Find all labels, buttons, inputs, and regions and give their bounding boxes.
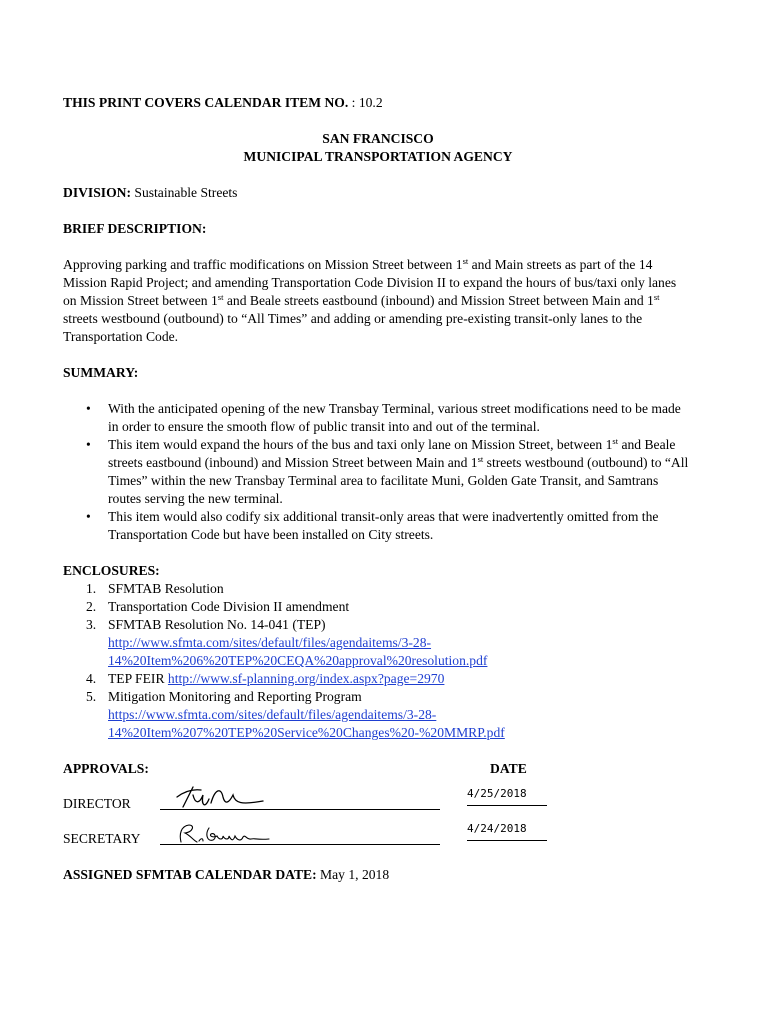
- enclosures-heading: [63, 562, 693, 580]
- secretary-date: 4/24/2018: [467, 822, 527, 835]
- calendar-item-line: [63, 94, 693, 112]
- summary-item-text: streets westbound (outbound) to “All Times” within the new Transbay Terminal area to facilitate Muni, Golden Gate Transit, and Samtrans routes serving the new terminal.: [108, 455, 689, 506]
- enclosures-heading-text: ENCLOSURES:: [63, 563, 160, 578]
- enclosure-link-tep-feir[interactable]: http://www.sf-planning.org/index.aspx?page=2970: [167, 671, 445, 686]
- calendar-date-label: ASSIGNED SFMTAB CALENDAR DATE:: [63, 867, 317, 882]
- bullet-icon: •: [86, 401, 91, 416]
- brief-text-part: streets westbound (outbound) to “All Times” and adding or amending pre-existing transit-only lanes to the Transportation Code.: [63, 311, 643, 344]
- summary-list: [63, 400, 693, 544]
- agency-name-title: MUNICIPAL TRANSPORTATION AGENCY: [243, 149, 513, 164]
- calendar-item-number: : 10.2: [348, 95, 383, 110]
- calendar-item-label: THIS PRINT COVERS CALENDAR ITEM NO.: [63, 95, 349, 110]
- enclosure-item: [63, 580, 693, 598]
- summary-item-text: and Beale streets eastbound (inbound) and Mission Street between Main and 1: [108, 437, 676, 470]
- summary-item: [63, 400, 693, 436]
- enclosure-number: 3.: [86, 617, 97, 632]
- division-value: Sustainable Streets: [130, 185, 238, 200]
- ordinal-suffix: st: [612, 436, 619, 446]
- bullet-icon: •: [86, 437, 91, 452]
- enclosure-item: [63, 688, 693, 742]
- director-signature-image: [171, 783, 266, 813]
- agency-name-line2: [63, 148, 693, 166]
- agency-name-line1: [63, 130, 693, 148]
- division-line: [63, 184, 693, 202]
- link-text-part: https://www.sfmta.com/sites/default/files/agendaitems/3-28-: [108, 707, 437, 722]
- brief-text-part: and Main streets as part of the 14 Mission Rapid Project; and amending Transportation Code Division II to expand the hours of bus/taxi only lanes on Mission Street between 1: [63, 257, 677, 308]
- summary-heading-text: SUMMARY:: [63, 365, 139, 380]
- enclosures-list: [63, 580, 693, 742]
- ordinal-suffix: st: [217, 292, 224, 302]
- link-text-part: http://www.sfmta.com/sites/default/files/agendaitems/3-28-: [108, 635, 432, 650]
- brief-description-heading: [63, 220, 693, 238]
- ordinal-suffix: st: [653, 292, 660, 302]
- link-text-part: 14%20Item%206%20TEP%20CEQA%20approval%20resolution.pdf: [108, 653, 488, 668]
- secretary-signature-row: [63, 822, 693, 850]
- brief-text-part: and Beale streets eastbound (inbound) and Mission Street between Main and 1: [223, 293, 654, 308]
- approvals-header: [63, 760, 693, 778]
- brief-description-body: [63, 256, 693, 346]
- director-date-line: [467, 805, 547, 806]
- enclosure-number: 5.: [86, 689, 97, 704]
- enclosure-text: TEP FEIR: [108, 671, 168, 686]
- secretary-date-line: [467, 840, 547, 841]
- director-label: DIRECTOR: [63, 796, 131, 811]
- enclosure-number: 4.: [86, 671, 97, 686]
- bullet-icon: •: [86, 509, 91, 524]
- enclosure-item: [63, 670, 693, 688]
- director-signature-row: [63, 787, 693, 815]
- enclosure-link-mmrp[interactable]: [108, 707, 505, 740]
- enclosure-number: 1.: [86, 581, 97, 596]
- enclosure-text: SFMTAB Resolution: [108, 581, 224, 596]
- secretary-signature-image: [171, 820, 271, 846]
- date-heading: DATE: [490, 761, 527, 776]
- director-date: 4/25/2018: [467, 787, 527, 800]
- enclosure-item: [63, 616, 693, 670]
- summary-item-text: This item would expand the hours of the bus and taxi only lane on Mission Street, between 1: [108, 437, 613, 452]
- approvals-heading: APPROVALS:: [63, 761, 149, 776]
- division-label: DIVISION:: [63, 185, 131, 200]
- calendar-date-value: May 1, 2018: [316, 867, 390, 882]
- ordinal-suffix: st: [462, 256, 469, 266]
- secretary-label: SECRETARY: [63, 831, 141, 846]
- summary-item: [63, 436, 693, 508]
- enclosure-item: [63, 598, 693, 616]
- enclosure-link-tep-resolution[interactable]: [108, 635, 487, 668]
- summary-heading: [63, 364, 693, 382]
- summary-item-text: This item would also codify six additional transit-only areas that were inadvertently omitted from the Transportation Code but have been installed on City streets.: [108, 509, 659, 542]
- calendar-date-line: [63, 866, 693, 884]
- enclosure-number: 2.: [86, 599, 97, 614]
- summary-item-text: With the anticipated opening of the new Transbay Terminal, various street modifications need to be made in order to ensure the smooth flow of public transit into and out of the terminal.: [108, 401, 681, 434]
- brief-text-part: Approving parking and traffic modifications on Mission Street between 1: [63, 257, 463, 272]
- enclosure-text: Transportation Code Division II amendment: [108, 599, 350, 614]
- ordinal-suffix: st: [477, 454, 484, 464]
- brief-heading-text: BRIEF DESCRIPTION:: [63, 221, 207, 236]
- link-text-part: 14%20Item%207%20TEP%20Service%20Changes%20-%20MMRP.pdf: [108, 725, 505, 740]
- enclosure-text: Mitigation Monitoring and Reporting Program: [108, 689, 362, 704]
- agency-name-city: SAN FRANCISCO: [322, 131, 434, 146]
- document-page: [63, 94, 693, 884]
- summary-item: [63, 508, 693, 544]
- enclosure-text: SFMTAB Resolution No. 14-041 (TEP): [108, 617, 326, 632]
